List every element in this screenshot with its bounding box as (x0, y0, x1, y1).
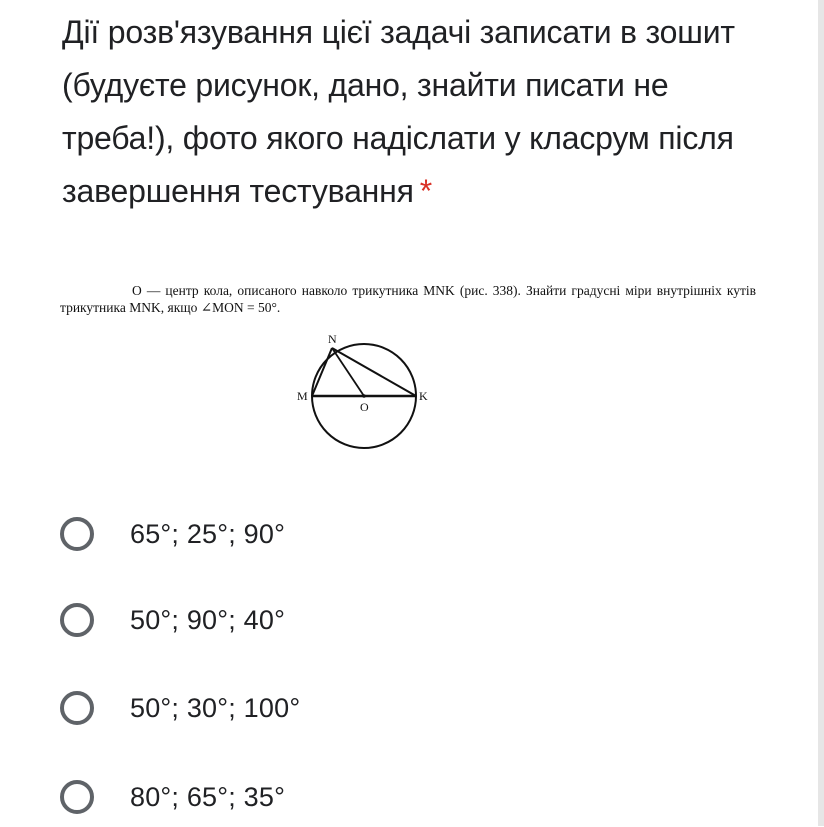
page-edge (818, 0, 824, 826)
geometry-figure (280, 334, 480, 464)
option-label[interactable]: 50°; 30°; 100° (130, 692, 301, 723)
radio-button[interactable] (60, 603, 94, 637)
question-title (62, 6, 782, 218)
option-3[interactable] (60, 678, 480, 738)
radio-button[interactable] (60, 691, 94, 725)
option-label[interactable]: 80°; 65°; 35° (130, 781, 286, 812)
problem-image (60, 272, 760, 462)
option-4[interactable] (60, 767, 480, 827)
option-label[interactable]: 50°; 90°; 40° (130, 604, 286, 635)
label-n: N (328, 332, 337, 346)
option-2[interactable] (60, 590, 480, 650)
label-o: O (360, 400, 369, 414)
chord-mn (312, 348, 332, 396)
question-title-text: Дії розв'язування цієї задачі записати в зошит (будуєте рисунок, дано, знайти писати не треба!), фото якого надіслати у класрум після завершення тестування (62, 14, 735, 209)
label-k: K (419, 389, 428, 403)
circle-diagram (280, 334, 480, 464)
problem-text: O — центр кола, описаного навколо трикутника MNK (рис. 338). Знайти градусні міри внутрішніх кутів трикутника MNK, якщо ∠MON = 50°. (60, 283, 756, 315)
chord-nk (332, 348, 416, 396)
option-1[interactable] (60, 504, 480, 564)
center-point (362, 394, 366, 398)
option-label[interactable]: 65°; 25°; 90° (130, 518, 286, 549)
radio-button[interactable] (60, 517, 94, 551)
radius-on (332, 348, 364, 396)
label-m: M (297, 389, 308, 403)
required-marker: * (419, 173, 433, 209)
radio-button[interactable] (60, 780, 94, 814)
